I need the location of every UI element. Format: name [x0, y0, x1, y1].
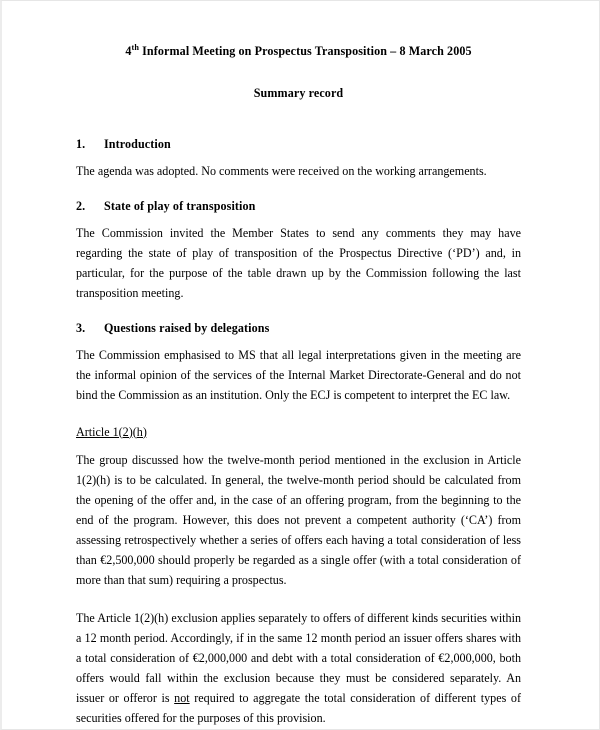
document-title-ordinal-suffix: th [131, 42, 139, 52]
document-subtitle: Summary record [253, 85, 344, 100]
section-title: Questions raised by delegations [104, 320, 270, 335]
section-title: Introduction [104, 136, 171, 151]
document-title [76, 43, 521, 61]
spacer [76, 101, 521, 137]
page-content [2, 1, 599, 728]
section-heading-introduction [76, 137, 521, 152]
subsection-paragraph-first: The group discussed how the twelve-month period mentioned in the exclusion in Article 1(2)(h) is to be calculated. In general, the twelve-month period should be calculated from the opening of the offer and, in the case of an offering program, from the beginning to the end of the program. However, this does not prevent a competent authority (‘CA’) from assessing retrospectively whether a series of offers each having a total consideration of less than €2,500,000 should properly be regarded as a single offer (with a total consideration of more than that sum) requiring a prospectus. [76, 452, 521, 587]
spacer [76, 590, 521, 608]
spacer [76, 405, 521, 423]
section-heading-state-of-play [76, 199, 521, 214]
paragraph-text-part-2: required to aggregate the total consideration of different types of securities offered for the purposes of this provision. [76, 690, 521, 725]
spacer [76, 181, 521, 199]
spacer [76, 441, 521, 450]
subsection-paragraph-second [76, 608, 521, 728]
section-number: 2. [76, 198, 86, 213]
section-heading-questions-raised [76, 321, 521, 336]
section-paragraph: The agenda was adopted. No comments were received on the working arrangements. [76, 163, 487, 178]
subsection-heading-article: Article 1(2)(h) [76, 424, 147, 439]
paragraph-emphasis-not: not [174, 690, 190, 705]
spacer [76, 152, 521, 161]
spacer [76, 303, 521, 321]
section-title: State of play of transposition [104, 198, 256, 213]
section-paragraph: The Commission invited the Member States to send any comments they may have regarding the state of play of transposition of the Prospectus Directive (‘PD’) and, in particular, for the purpose of the table drawn up by the Commission following the last transposition meeting. [76, 225, 521, 300]
section-number: 1. [76, 136, 86, 151]
paragraph-text-part-1: The Article 1(2)(h) exclusion applies separately to offers of different kinds securities within a 12 month period. Accordingly, if in the same 12 month period an issuer offers shares with a total consideration of €2,000,000 and debt with a total consideration of €2,000,000, both offers would fall within the exclusion because they must be considered separately. An issuer or offeror is [76, 610, 521, 705]
section-number: 3. [76, 320, 86, 335]
document-title-prefix: 4 [125, 44, 132, 58]
spacer [76, 336, 521, 345]
document-title-rest: Informal Meeting on Prospectus Transposition – 8 March 2005 [139, 44, 472, 58]
subsection-heading-wrapper [76, 423, 521, 441]
spacer [76, 214, 521, 223]
section-paragraph: The Commission emphasised to MS that all legal interpretations given in the meeting are the informal opinion of the services of the Internal Market Directorate-General and do not bind the Commission as an institution. Only the ECJ is competent to interpret the EC law. [76, 347, 521, 402]
